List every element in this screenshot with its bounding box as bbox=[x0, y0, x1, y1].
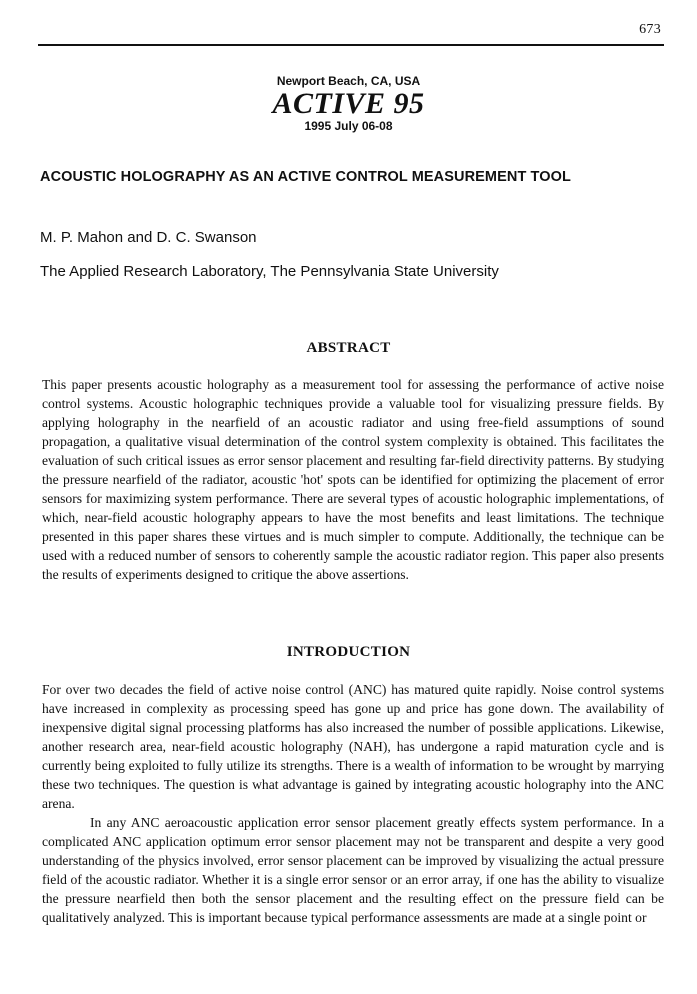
paper-affiliation: The Applied Research Laboratory, The Pennsylvania State University bbox=[40, 263, 499, 280]
paper-title: ACOUSTIC HOLOGRAPHY AS AN ACTIVE CONTROL MEASUREMENT TOOL bbox=[40, 169, 571, 185]
abstract-text: This paper presents acoustic holography as a measurement tool for assessing the performance of active noise control systems. Acoustic holographic techniques provide a valuable tool for visualizing pressure fields. By applying holography in the nearfield of an acoustic radiator and using free-field assumptions of sound propagation, a qualitative visual determination of the control system complexity is obtained. This facilitates the evaluation of such critical issues as error sensor placement and resulting far-field directivity patterns. By studying the pressure nearfield of the radiator, acoustic 'hot' spots can be identified for optimizing the placement of error sensors for maximizing system performance. There are several types of acoustic holographic implementations, of which, near-field acoustic holography appears to have the most benefits and least limitations. The technique presented in this paper shares these virtues and is much simpler to compute. Additionally, the technique can be used with a reduced number of sensors to coherently sample the acoustic radiator region. This paper also presents the results of experiments designed to critique the above assertions. bbox=[42, 377, 664, 582]
introduction-paragraph-1: For over two decades the field of active noise control (ANC) has matured quite rapidly. Noise control systems have increased in complexity as processing speed has gone up and price has gone down. The availability of inexpensive digital signal processing platforms has also increased the number of possible applications. Likewise, another research area, near-field acoustic holography (NAH), has undergone a rapid maturation cycle and is currently being exploited to fully utilize its strengths. There is a wealth of information to be wrought by marrying these two techniques. The question is what advantage is gained by integrating acoustic holography into the ANC arena. bbox=[42, 682, 664, 811]
introduction-heading: INTRODUCTION bbox=[286, 644, 411, 660]
header-rule bbox=[38, 44, 664, 46]
introduction-paragraph-2: In any ANC aeroacoustic application error sensor placement greatly effects system performance. In a complicated ANC application optimum error sensor placement may not be transparent and despite a very good understanding of the physics involved, error sensor placement can be improved by visualizing the actual pressure field of the acoustic radiator. Whether it is a single error sensor or an error array, if one has the ability to visualize the pressure nearfield then both the sensor placement and the resulting effect on the pressure field can be qualitatively analyzed. This is important because typical performance assessments are made at a single point or bbox=[42, 815, 664, 925]
page-number: 673 bbox=[639, 22, 661, 37]
conference-block bbox=[0, 74, 697, 134]
conference-name: ACTIVE 95 bbox=[272, 87, 425, 120]
conference-location: Newport Beach, CA, USA bbox=[276, 74, 421, 88]
abstract-heading: ABSTRACT bbox=[306, 340, 391, 356]
conference-dates: 1995 July 06-08 bbox=[304, 119, 393, 133]
paper-authors: M. P. Mahon and D. C. Swanson bbox=[40, 229, 257, 246]
